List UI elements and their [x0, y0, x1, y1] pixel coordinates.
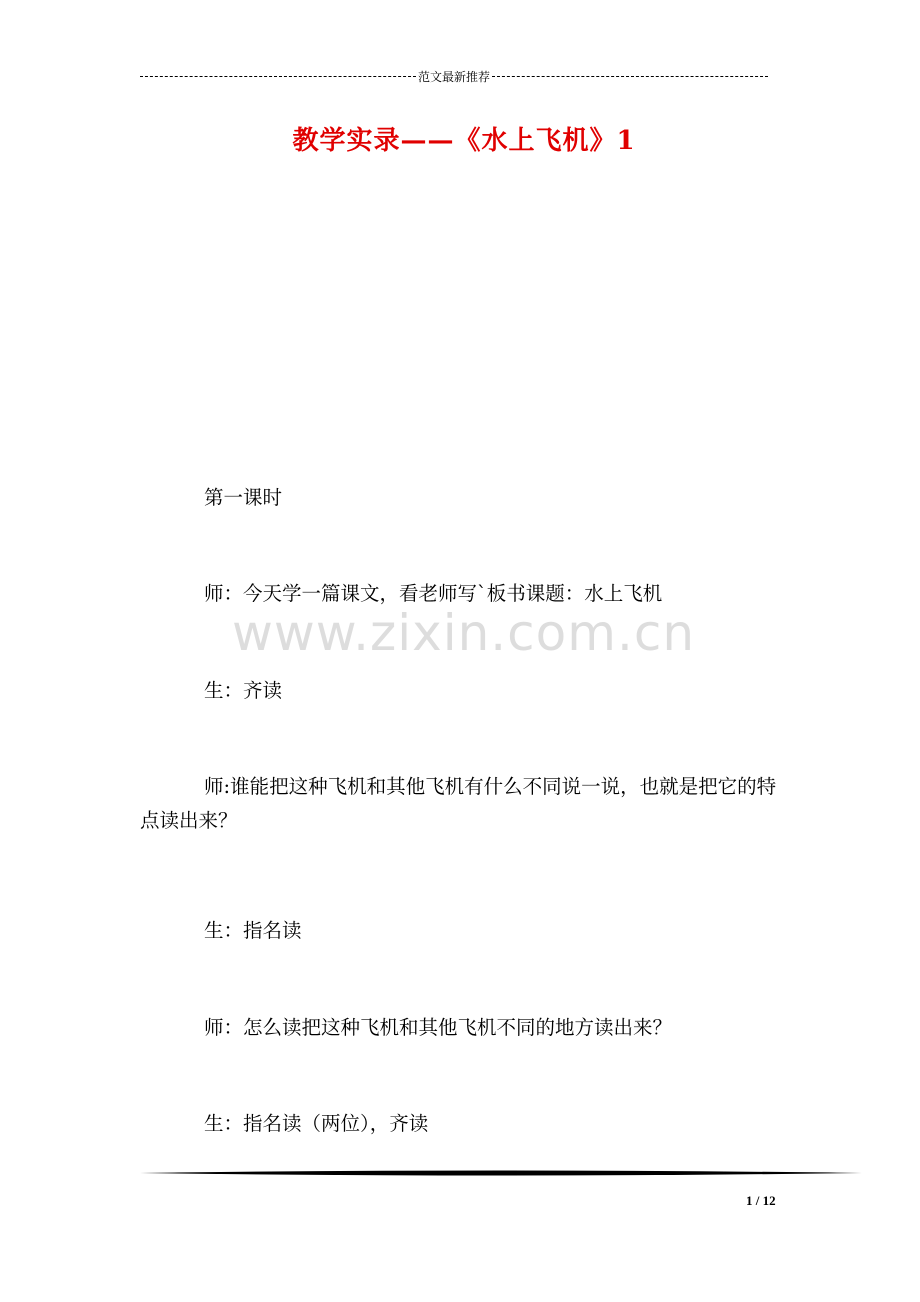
document-title: 教学实录——《水上飞机》1 — [292, 126, 636, 156]
paragraph-student-2: 生：指名读 — [204, 919, 302, 942]
watermark: www.zixin.com.cn — [232, 604, 696, 662]
paragraph-teacher-3: 师：怎么读把这种飞机和其他飞机不同的地方读出来？ — [204, 1016, 673, 1039]
header-dash-right — [492, 76, 768, 77]
header-label: 范文最新推荐 — [418, 69, 491, 84]
paragraph-teacher-1: 师：今天学一篇课文，看老师写`板书课题：水上飞机 — [204, 582, 663, 605]
page-header — [140, 68, 768, 84]
page-number: 1 / 12 — [746, 1193, 776, 1208]
paragraph-student-3: 生：指名读（两位），齐读 — [204, 1112, 429, 1135]
paragraph-teacher-2: 师:谁能把这种飞机和其他飞机有什么不同说一说，也就是把它的特点读出来？ — [140, 775, 777, 832]
footer-rule — [140, 1169, 862, 1177]
header-dash-left — [140, 76, 416, 77]
paragraph-lesson: 第一课时 — [204, 486, 283, 509]
paragraph-student-1: 生：齐读 — [204, 679, 283, 702]
